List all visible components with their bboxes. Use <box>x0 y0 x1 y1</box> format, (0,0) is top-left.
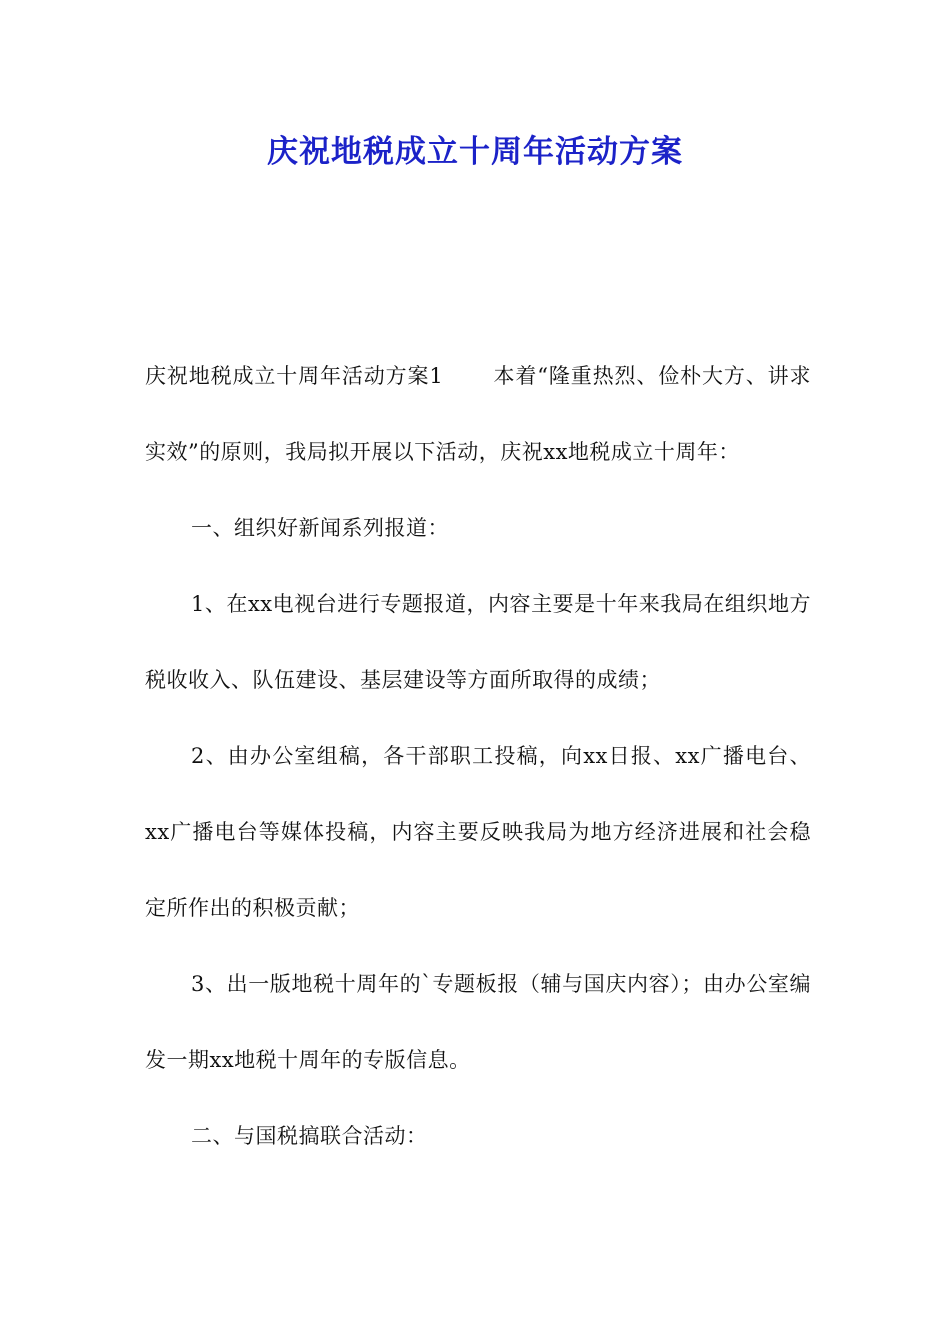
section-heading-2: 二、与国税搞联合活动： <box>191 1124 428 1148</box>
intro-heading: 庆祝地税成立十周年活动方案1 <box>145 364 444 388</box>
document-title: 庆祝地税成立十周年活动方案 <box>267 134 683 170</box>
intro-paragraph <box>145 338 811 490</box>
list-item-2: 2、由办公室组稿，各干部职工投稿，向xx日报、xx广播电台、xx广播电台等媒体投稿，内容主要反映我局为地方经济进展和社会稳定所作出的积极贡献； <box>145 744 811 920</box>
intro-text: 本着“隆重热烈、俭朴大方、讲求实效”的原则，我局拟开展以下活动，庆祝xx地税成立十周年： <box>145 364 811 464</box>
list-item-3: 3、出一版地税十周年的`专题板报（辅与国庆内容）；由办公室编发一期xx地税十周年的专版信息。 <box>145 972 811 1072</box>
list-item-1: 1、在xx电视台进行专题报道，内容主要是十年来我局在组织地方税收收入、队伍建设、基层建设等方面所取得的成绩； <box>145 592 811 692</box>
section-heading-1: 一、组织好新闻系列报道： <box>191 516 449 540</box>
document-body <box>145 338 811 1174</box>
